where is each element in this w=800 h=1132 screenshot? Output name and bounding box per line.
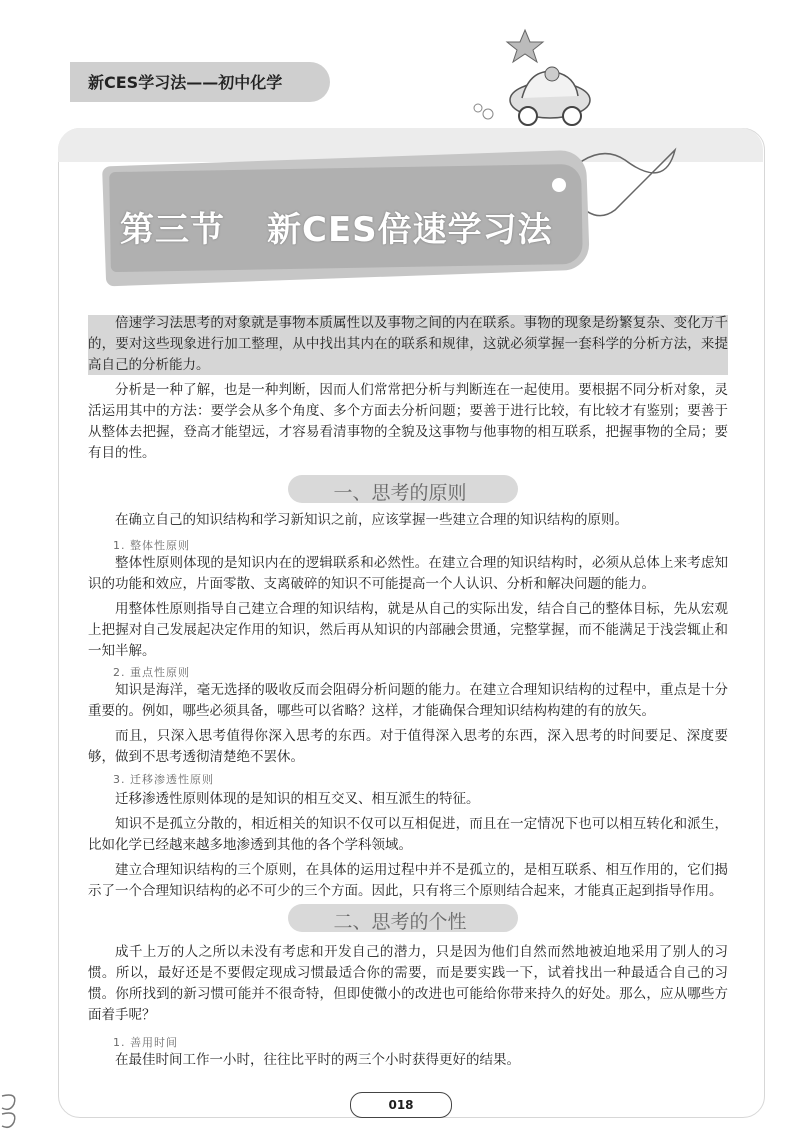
intro-text xyxy=(88,313,728,464)
paragraph: 成千上万的人之所以未没有考虑和开发自己的潜力，只是因为他们自然而然地被迫地采用了别人的习惯。所以，最好还是不要假定现成习惯最适合你的需要，而是要实践一下，试着找出一种最适合自己的习惯。你所找到的新习惯可能并不很奇特，但即使微小的改进也可能给你带来持久的好处。那么，应从哪些方面着手呢？ xyxy=(88,944,728,1023)
paragraph: 在确立自己的知识结构和学习新知识之前，应该掌握一些建立合理的知识结构的原则。 xyxy=(115,512,628,528)
section-title xyxy=(120,202,553,251)
time-text xyxy=(88,1050,728,1071)
paragraph: 而且，只深入思考值得你深入思考的东西。对于值得深入思考的东西，深入思考的时间要足、深度要够，做到不思考透彻清楚绝不罢休。 xyxy=(88,728,728,765)
subheading-focus: 2. 重点性原则 xyxy=(113,666,190,679)
paragraph: 建立合理知识结构的三个原则，在具体的运用过程中并不是孤立的，是相互联系、相互作用的，它们揭示了一个合理知识结构的必不可少的三个方面。因此，只有将三个原则结合起来，才能真正起到指导作用。 xyxy=(88,862,728,899)
car-illustration xyxy=(470,28,600,128)
paragraph: 整体性原则体现的是知识内在的逻辑联系和必然性。在建立合理的知识结构时，必须从总体上来考虑知识的功能和效应，片面零散、支离破碎的知识不可能提高一个人认识、分析和解决问题的能力。 xyxy=(88,555,728,592)
subheading-transfer: 3. 迁移渗透性原则 xyxy=(113,773,214,786)
paragraph: 用整体性原则指导自己建立合理的知识结构，就是从自己的实际出发，结合自己的整体目标，先从宏观上把握对自己发展起决定作用的知识，然后再从知识的内部融会贯通，完整掌握，而不能满足于浅尝辄止和一知半解。 xyxy=(88,601,728,659)
paragraph: 知识是海洋，毫无选择的吸收反而会阻碍分析问题的能力。在建立合理知识结构的过程中，重点是十分重要的。例如，哪些必须具备，哪些可以省略？这样，才能确保合理知识结构构建的有的放矢。 xyxy=(88,682,728,719)
heading-personality: 二、思考的个性 xyxy=(333,911,467,933)
paragraph: 在最佳时间工作一小时，往往比平时的两三个小时获得更好的结果。 xyxy=(115,1052,520,1068)
intro-paragraph: 倍速学习法思考的对象就是事物本质属性以及事物之间的内在联系。事物的现象是纷繁复杂、变化万千的，要对这些现象进行加工整理，从中找出其内在的联系和规律，这就必须掌握一套科学的分析方法，来提高自己的分析能力。 xyxy=(88,315,728,373)
section-name: 新CES倍速学习法 xyxy=(267,210,553,250)
tag-hole xyxy=(552,178,566,192)
page-number: 018 xyxy=(350,1092,452,1118)
subheading-time: 1. 善用时间 xyxy=(113,1036,178,1049)
personality-text xyxy=(88,942,728,1026)
paragraph: 迁移渗透性原则体现的是知识的相互交叉、相互派生的特征。 xyxy=(115,791,480,807)
focus-text xyxy=(88,680,728,768)
subheading-integrity: 1. 整体性原则 xyxy=(113,539,190,552)
intro-paragraph: 分析是一种了解，也是一种判断，因而人们常常把分析与判断连在一起使用。要根据不同分析对象，灵活运用其中的方法：要学会从多个角度、多个方面去分析问题；要善于进行比较，有比较才有鉴别；要善于从整体去把握，登高才能望远，才容易看清事物的全貌及这事物与他事物的相互联系，把握事物的全局；要有目的性。 xyxy=(88,382,728,461)
book-title: 新CES学习法——初中化学 xyxy=(88,73,283,92)
paragraph: 知识不是孤立分散的，相近相关的知识不仅可以互相促进，而且在一定情况下也可以相互转化和派生，比如化学已经越来越多地渗透到其他的各个学科领域。 xyxy=(88,816,728,853)
binding-spiral xyxy=(0,1090,24,1132)
transfer-text xyxy=(88,789,728,902)
section-number: 第三节 xyxy=(120,210,225,250)
integrity-text xyxy=(88,553,728,662)
heading-principles: 一、思考的原则 xyxy=(333,482,467,504)
principles-lead xyxy=(88,510,728,531)
